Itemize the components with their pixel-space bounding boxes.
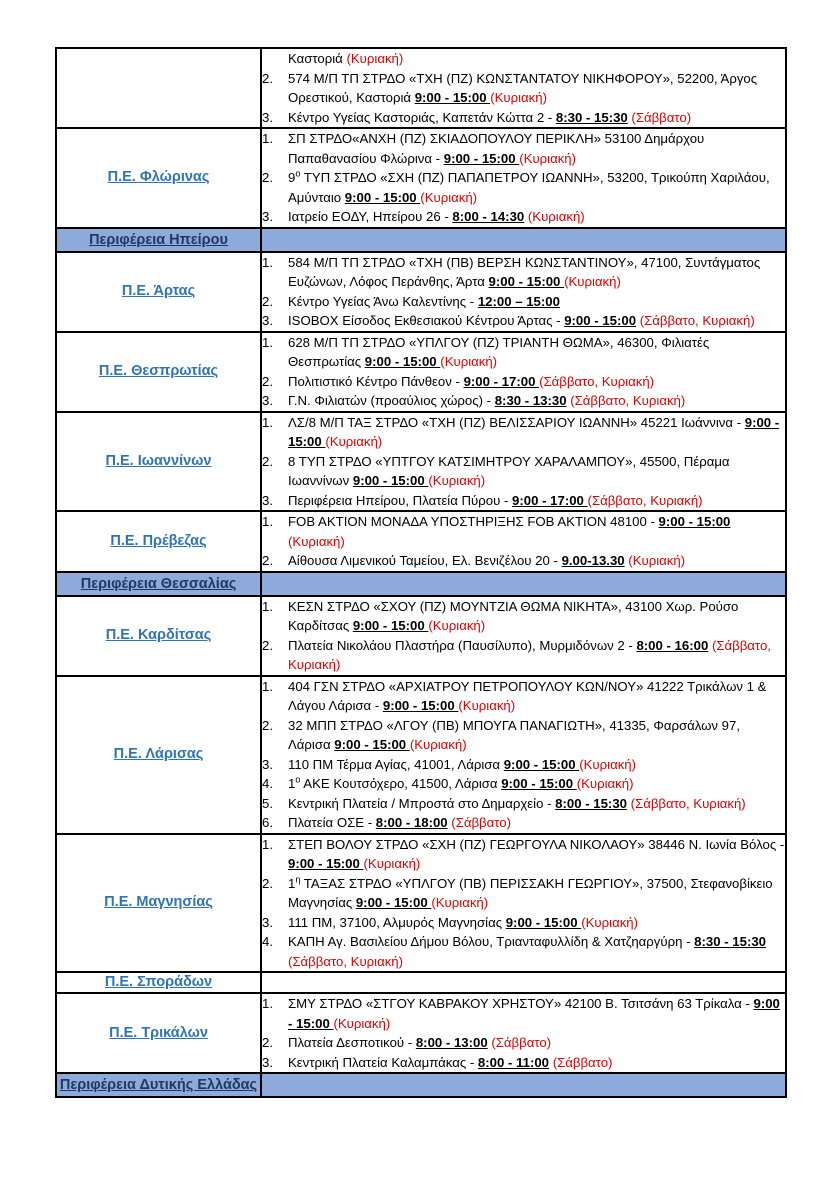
- text-segment: 110 ΠΜ Τέρμα Αγίας, 41001, Λάρισα: [288, 756, 504, 772]
- location-item: [262, 491, 785, 511]
- item-number: 3.: [262, 313, 273, 328]
- time-range: 8:00 - 18:00: [375, 815, 448, 830]
- day-note: (Κυριακή): [363, 856, 421, 871]
- day-note: (Κυριακή): [325, 434, 383, 449]
- time-range: 9:00 - 15:00: [352, 618, 429, 633]
- item-number: 3.: [262, 756, 273, 772]
- text-segment: ΣΜΥ ΣΤΡΔΟ «ΣΤΓΟΥ ΚΑΒΡΑΚΟΥ ΧΡΗΣΤΟΥ» 42100 Β. Τσιτσάνη 63 Τρίκαλα -: [288, 996, 754, 1011]
- locations-cell: [261, 228, 786, 252]
- item-number: 2.: [262, 170, 273, 185]
- day-note: (Κυριακή): [581, 914, 639, 930]
- day-note: (Σάββατο, Κυριακή): [539, 373, 655, 389]
- text-segment: Αίθουσα Λιμενικού Ταμείου, Ελ. Βενιζέλου 20 -: [288, 553, 562, 568]
- item-text: [288, 1053, 785, 1073]
- day-note: (Κυριακή): [628, 553, 686, 568]
- text-segment: 9: [288, 170, 296, 185]
- item-text: [288, 452, 785, 491]
- time-range: 9:00 - 15:00: [334, 737, 410, 752]
- item-text: [288, 333, 785, 372]
- locations-cell: [261, 596, 786, 676]
- location-item: [262, 168, 785, 207]
- location-item: [262, 413, 785, 452]
- unit-label-cell: [56, 676, 261, 834]
- location-item: [262, 253, 785, 292]
- locations-cell: [261, 412, 786, 512]
- item-number: 2.: [262, 293, 273, 309]
- item-text: [288, 551, 785, 571]
- item-number: 3.: [262, 109, 273, 125]
- item-number: 1.: [262, 131, 273, 146]
- text-segment: ΛΣ/8 Μ/Π ΤΑΞ ΣΤΡΔΟ «ΤΧΗ (ΠΖ) ΒΕΛΙΣΣΑΡΙΟΥ ΙΩΑΝΝΗ» 45221 Ιωάννινα -: [288, 414, 745, 430]
- unit-label-cell: [56, 128, 261, 228]
- unit-label-cell: [56, 332, 261, 412]
- item-number: 1.: [262, 678, 273, 694]
- time-range: 9:00 - 15:00: [488, 274, 565, 289]
- time-range: 9:00 - 15:00: [364, 354, 441, 369]
- location-item: [262, 913, 785, 933]
- item-number: 1.: [262, 514, 273, 529]
- text-segment: 1: [288, 875, 296, 891]
- text-segment: ΤΥΠ ΣΤΡΔΟ «ΣΧΗ (ΠΖ) ΠΑΠΑΠΕΤΡΟΥ ΙΩΑΝΝΗ», 53200, Τρικούπη Χαριλάου, Αμύνταιο: [288, 170, 770, 205]
- text-segment: ISOBOX Είσοδος Εκθεσιακού Κέντρου Άρτας -: [288, 313, 565, 328]
- region-header-row: [56, 228, 786, 252]
- location-item: [262, 512, 785, 551]
- time-range: 9:00 - 15:00: [414, 90, 491, 105]
- item-number: 2.: [262, 453, 273, 469]
- item-text: [288, 108, 785, 128]
- time-range: 8:30 - 15:30: [694, 934, 767, 949]
- item-number: 1.: [262, 254, 273, 270]
- text-segment: 111 ΠΜ, 37100, Αλμυρός Μαγνησίας: [288, 914, 506, 930]
- location-item: [262, 932, 785, 971]
- regions-table-body: [56, 48, 786, 1097]
- text-segment: 1: [288, 776, 296, 791]
- time-range: 9:00 - 15:00: [344, 189, 421, 205]
- time-range: 9:00 - 15:00: [382, 698, 459, 713]
- item-text: [288, 794, 785, 814]
- time-range: 8:30 - 13:30: [494, 393, 567, 408]
- location-item: [262, 452, 785, 491]
- item-number: 3.: [262, 1054, 273, 1070]
- item-text: [288, 253, 785, 292]
- unit-label-cell: [56, 412, 261, 512]
- location-item: [262, 391, 785, 411]
- unit-label-cell: [56, 834, 261, 973]
- text-segment: 8 ΤΥΠ ΣΤΡΔΟ «ΥΠΤΓΟΥ ΚΑΤΣΙΜΗΤΡΟΥ ΧΑΡΑΛΑΜΠΟΥ», 45500, Πέραμα Ιωαννίνων: [288, 453, 730, 488]
- day-note: (Κυριακή): [420, 189, 478, 205]
- text-segment: FOB AKTION ΜΟΝΑΔΑ ΥΠΟΣΤΗΡΙΞΗΣ FOB AKTION 48100 -: [288, 514, 659, 529]
- item-number: 5.: [262, 795, 273, 811]
- text-segment: Καστοριά: [288, 51, 347, 66]
- day-note: (Κυριακή): [428, 618, 486, 633]
- unit-label-link[interactable]: Π.Ε. Θεσπρωτίας: [98, 363, 219, 379]
- unit-label-cell: [56, 596, 261, 676]
- location-item: [262, 813, 785, 833]
- day-note: (Κυριακή): [576, 776, 634, 791]
- locations-cell: [261, 676, 786, 834]
- location-item: [262, 372, 785, 392]
- time-range: 8:00 - 14:30: [452, 209, 525, 224]
- locations-cell: [261, 128, 786, 228]
- locations-cell: [261, 1073, 786, 1097]
- day-note: (Κυριακή): [490, 90, 547, 105]
- item-number: 6.: [262, 815, 273, 830]
- locations-cell: [261, 834, 786, 973]
- time-range: 9:00 - 17:00: [463, 373, 540, 389]
- time-range: 9:00 - 15:00: [352, 473, 429, 488]
- item-number: 3.: [262, 914, 273, 930]
- unit-label-cell: [56, 993, 261, 1073]
- text-segment: Πλατεία Νικολάου Πλαστήρα (Παυσίλυπο), Μυρμιδόνων 2 -: [288, 637, 637, 653]
- locations-cell: [261, 572, 786, 596]
- time-range: 8:00 - 11:00: [477, 1054, 550, 1070]
- time-range: 9:00 - 17:00: [512, 492, 588, 508]
- text-segment: ΚΑΠΗ Αγ. Βασιλείου Δήμου Βόλου, Τριανταφυλλίδη & Χατζηαργύρη -: [288, 934, 695, 949]
- text-segment: ΤΑΞΑΣ ΣΤΡΔΟ «ΥΠΛΓΟΥ (ΠΒ) ΠΕΡΙΣΣΑΚΗ ΓΕΩΡΓΙΟΥ», 37500, Στεφανοβίκειο Μαγνησίας: [288, 875, 773, 910]
- item-number: 1.: [262, 414, 273, 430]
- item-text: [288, 512, 785, 551]
- item-text: [288, 755, 785, 775]
- location-item: [262, 333, 785, 372]
- region-header-cell: [56, 1073, 261, 1097]
- text-segment: Πολιτιστικό Κέντρο Πάνθεον -: [288, 373, 464, 389]
- region-header-row: [56, 1073, 786, 1097]
- region-header-row: [56, 572, 786, 596]
- day-note: (Σάββατο, Κυριακή): [639, 313, 755, 328]
- locations-cell: [261, 48, 786, 128]
- day-note: (Κυριακή): [346, 51, 404, 66]
- unit-label-cell: [56, 48, 261, 128]
- item-text: [288, 677, 785, 716]
- superscript: η: [295, 874, 301, 885]
- item-text: [288, 129, 785, 168]
- day-note: (Κυριακή): [458, 698, 516, 713]
- region-header-cell: [56, 572, 261, 596]
- item-text: [288, 49, 785, 69]
- time-range: 9:00 - 15:00: [355, 895, 432, 910]
- item-text: [288, 311, 785, 331]
- time-range: 9:00 - 15:00: [505, 914, 582, 930]
- day-note: (Σάββατο, Κυριακή): [570, 393, 686, 408]
- day-note: (Σάββατο): [451, 815, 512, 830]
- item-number: 1.: [262, 334, 273, 350]
- text-segment: Γ.Ν. Φιλιατών (προαύλιος χώρος) -: [288, 393, 495, 408]
- text-segment: 574 Μ/Π ΤΠ ΣΤΡΔΟ «ΤΧΗ (ΠΖ) ΚΩΝΣΤΑΝΤΑΤΟΥ ΝΙΚΗΦΟΡΟΥ», 52200, Άργος Ορεστικού, Καστοριά: [288, 70, 758, 105]
- day-note: (Κυριακή): [409, 737, 467, 752]
- item-number: 2.: [262, 70, 273, 86]
- time-range: 9:00 - 15:00: [501, 776, 577, 791]
- item-text: [288, 874, 785, 913]
- time-range: 8:00 - 13:00: [415, 1035, 488, 1050]
- item-text: [288, 1033, 785, 1053]
- unit-label-cell: [56, 511, 261, 572]
- time-range: 9:00 - 15:00: [288, 996, 780, 1031]
- location-item: [262, 292, 785, 312]
- time-range: 12:00 – 15:00: [477, 293, 560, 309]
- time-range: 9:00 - 15:00: [288, 856, 364, 871]
- time-range: 9:00 - 15:00: [503, 756, 580, 772]
- location-item: [262, 774, 785, 794]
- superscript: ο: [295, 168, 301, 179]
- item-text: [288, 813, 785, 833]
- item-text: [288, 69, 785, 108]
- region-header-link[interactable]: Περιφέρεια Δυτικής Ελλάδας: [59, 1077, 258, 1093]
- unit-label-cell: [56, 252, 261, 332]
- time-range: 8:00 - 15:30: [555, 795, 627, 811]
- day-note: (Κυριακή): [428, 473, 486, 488]
- location-item: [262, 874, 785, 913]
- item-text: [288, 292, 785, 312]
- location-item: [262, 636, 785, 675]
- item-number: 2.: [262, 717, 273, 733]
- unit-label-link[interactable]: Π.Ε. Καρδίτσας: [105, 627, 212, 643]
- region-header-cell: [56, 228, 261, 252]
- text-segment: 584 Μ/Π ΤΠ ΣΤΡΔΟ «ΤΧΗ (ΠΒ) ΒΕΡΣΗ ΚΩΝΣΤΑΝΤΙΝΟΥ», 47100, Συντάγματος Ευζώνων, Λόφος Περάνθης, Άρτα: [288, 254, 761, 289]
- item-text: [288, 835, 785, 874]
- location-item: [262, 755, 785, 775]
- item-number: 1.: [262, 996, 273, 1011]
- day-note: (Κυριακή): [288, 533, 345, 549]
- text-segment: 628 Μ/Π ΤΠ ΣΤΡΔΟ «ΥΠΛΓΟΥ (ΠΖ) ΤΡΙΑΝΤΗ ΘΩΜΑ», 46300, Φιλιατές Θεσπρωτίας: [288, 334, 710, 369]
- day-note: (Κυριακή): [431, 895, 489, 910]
- unit-label-link[interactable]: Π.Ε. Σποράδων: [104, 974, 213, 990]
- time-range: 9:00 - 15:00: [443, 150, 520, 166]
- item-text: [288, 207, 785, 227]
- text-segment: 32 ΜΠΠ ΣΤΡΔΟ «ΛΓΟΥ (ΠΒ) ΜΠΟΥΓΑ ΠΑΝΑΓΙΩΤΗ», 41335, Φαρσάλων 97, Λάρισα: [288, 717, 741, 752]
- unit-label-link[interactable]: Π.Ε. Ιωαννίνων: [105, 452, 212, 469]
- locations-cell: [261, 252, 786, 332]
- unit-label-link[interactable]: Π.Ε. Πρέβεζας: [110, 532, 207, 549]
- item-number: 2.: [262, 553, 273, 568]
- locations-cell: [261, 972, 786, 993]
- unit-label-link[interactable]: Π.Ε. Φλώρινας: [107, 169, 210, 186]
- item-number: 1.: [262, 836, 273, 852]
- location-item: [262, 716, 785, 755]
- text-segment: Ιατρείο ΕΟΔΥ, Ηπείρου 26 -: [288, 209, 453, 224]
- location-item: [262, 794, 785, 814]
- location-item: [262, 108, 785, 128]
- location-item: [262, 311, 785, 331]
- item-text: [288, 716, 785, 755]
- item-number: 4.: [262, 776, 273, 791]
- unit-row: [56, 834, 786, 973]
- day-note: (Σάββατο): [552, 1054, 613, 1070]
- text-segment: ΚΕΣΝ ΣΤΡΔΟ «ΣΧΟΥ (ΠΖ) ΜΟΥΝΤΖΙΑ ΘΩΜΑ ΝΙΚΗΤΑ», 43100 Χωρ. Ρούσο Καρδίτσας: [288, 598, 739, 633]
- location-item: [262, 1033, 785, 1053]
- day-note: (Σάββατο): [491, 1035, 552, 1050]
- location-item: [262, 129, 785, 168]
- locations-cell: [261, 332, 786, 412]
- location-item: [262, 597, 785, 636]
- unit-row: [56, 412, 786, 512]
- item-number: 4.: [262, 934, 273, 949]
- unit-row: [56, 972, 786, 993]
- unit-row: [56, 511, 786, 572]
- location-item: [262, 207, 785, 227]
- unit-row: [56, 128, 786, 228]
- item-text: [288, 168, 785, 207]
- unit-label-link[interactable]: Π.Ε. Μαγνησίας: [104, 894, 213, 911]
- unit-label-link[interactable]: Π.Ε. Τρικάλων: [109, 1024, 208, 1041]
- day-note: (Σάββατο, Κυριακή): [630, 795, 746, 811]
- item-number: 2.: [262, 1035, 273, 1050]
- text-segment: 404 ΓΣΝ ΣΤΡΔΟ «ΑΡΧΙΑΤΡΟΥ ΠΕΤΡΟΠΟΥΛΟΥ ΚΩΝ/ΝΟΥ» 41222 Τρικάλων 1 & Λάγου Λάρισα -: [288, 678, 767, 713]
- locations-table: [55, 47, 787, 1098]
- location-item: [262, 994, 785, 1033]
- time-range: 9:00 - 15:00: [288, 414, 780, 449]
- item-text: [288, 597, 785, 636]
- day-note: (Κυριακή): [564, 274, 621, 289]
- item-number: 1.: [262, 598, 273, 614]
- location-item: [262, 835, 785, 874]
- item-text: [288, 774, 785, 794]
- region-header-link[interactable]: Περιφέρεια Ηπείρου: [89, 231, 228, 248]
- item-text: [288, 391, 785, 411]
- location-item: [262, 69, 785, 108]
- day-note: (Κυριακή): [579, 756, 637, 772]
- text-segment: ΑΚΕ Κουτσόχερο, 41500, Λάρισα: [300, 776, 502, 791]
- unit-row: [56, 48, 786, 128]
- superscript: ο: [295, 774, 301, 785]
- item-number: 2.: [262, 637, 273, 653]
- day-note: (Κυριακή): [440, 354, 498, 369]
- unit-row: [56, 252, 786, 332]
- unit-label-cell: [56, 972, 261, 993]
- item-number: 3.: [262, 492, 273, 508]
- location-item: [262, 49, 785, 69]
- unit-row: [56, 993, 786, 1073]
- day-note: (Κυριακή): [519, 150, 577, 166]
- item-text: [288, 994, 785, 1033]
- text-segment: Κεντρική Πλατεία Καλαμπάκας -: [288, 1054, 478, 1070]
- item-number: 3.: [262, 209, 273, 224]
- unit-row: [56, 676, 786, 834]
- day-note: (Σάββατο, Κυριακή): [288, 637, 771, 672]
- day-note: (Κυριακή): [333, 1015, 391, 1031]
- location-item: [262, 551, 785, 571]
- text-segment: ΣΠ ΣΤΡΔΟ«ΑΝΧΗ (ΠΖ) ΣΚΙΑΔΟΠΟΥΛΟΥ ΠΕΡΙΚΛΗ» 53100 Δημάρχου Παπαθανασίου Φλώρινα -: [288, 131, 705, 166]
- region-header-link[interactable]: Περιφέρεια Θεσσαλίας: [80, 575, 237, 592]
- day-note: (Σάββατο): [631, 109, 692, 125]
- item-number: [262, 49, 288, 69]
- item-text: [288, 491, 785, 511]
- text-segment: Κέντρο Υγείας Άνω Καλεντίνης -: [288, 293, 478, 309]
- text-segment: Κέντρο Υγείας Καστοριάς, Καπετάν Κώττα 2 -: [288, 109, 556, 125]
- text-segment: Πλατεία Δεσποτικού -: [288, 1035, 416, 1050]
- time-range: 8:30 - 15:30: [555, 109, 628, 125]
- time-range: 8:00 - 16:00: [636, 637, 709, 653]
- time-range: 9:00 - 15:00: [658, 514, 731, 529]
- text-segment: ΣΤΕΠ ΒΟΛΟΥ ΣΤΡΔΟ «ΣΧΗ (ΠΖ) ΓΕΩΡΓΟΥΛΑ ΝΙΚΟΛΑΟΥ» 38446 Ν. Ιωνία Βόλος -: [288, 836, 785, 852]
- item-number: 3.: [262, 393, 273, 408]
- unit-label-link[interactable]: Π.Ε. Λάρισας: [113, 746, 204, 762]
- text-segment: Περιφέρεια Ηπείρου, Πλατεία Πύρου -: [288, 492, 513, 508]
- unit-label-link[interactable]: Π.Ε. Άρτας: [121, 283, 196, 299]
- item-number: 2.: [262, 373, 273, 389]
- item-text: [288, 932, 785, 971]
- unit-row: [56, 332, 786, 412]
- item-text: [288, 913, 785, 933]
- locations-cell: [261, 993, 786, 1073]
- location-item: [262, 1053, 785, 1073]
- location-item: [262, 677, 785, 716]
- item-text: [288, 372, 785, 392]
- item-text: [288, 636, 785, 675]
- text-segment: Πλατεία ΟΣΕ -: [288, 815, 376, 830]
- time-range: 9.00-13.30: [561, 553, 625, 568]
- day-note: (Σάββατο, Κυριακή): [587, 492, 703, 508]
- item-number: 2.: [262, 875, 273, 891]
- time-range: 9:00 - 15:00: [564, 313, 637, 328]
- item-text: [288, 413, 785, 452]
- day-note: (Κυριακή): [527, 209, 585, 224]
- locations-cell: [261, 511, 786, 572]
- unit-row: [56, 596, 786, 676]
- text-segment: Κεντρική Πλατεία / Μπροστά στο Δημαρχείο -: [288, 795, 556, 811]
- day-note: (Σάββατο, Κυριακή): [288, 953, 404, 969]
